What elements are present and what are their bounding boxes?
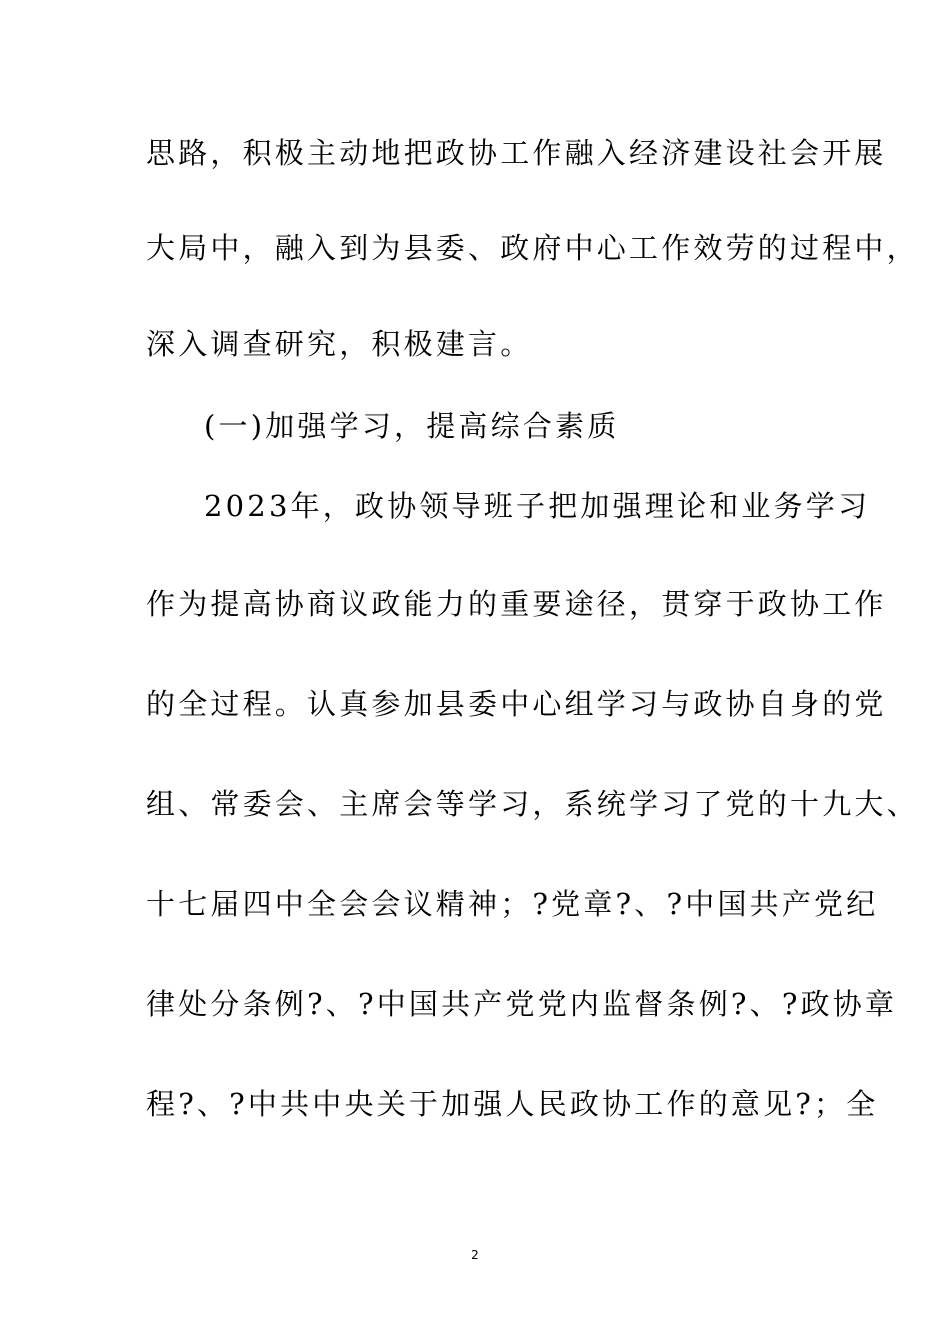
section-heading: (一)加强学习，提高综合素质 — [204, 409, 620, 443]
page-number: 2 — [471, 1248, 479, 1262]
text-line-5: 2023年，政协领导班子把加强理论和业务学习 — [204, 489, 871, 523]
text-line-11: 程?、?中共中央关于加强人民政协工作的意见?；全 — [146, 1087, 879, 1121]
text-line-2: 大局中，融入到为县委、政府中心工作效劳的过程中， — [146, 231, 919, 265]
text-line-10: 律处分条例?、?中国共产党党内监督条例?、?政协章 — [146, 987, 898, 1021]
text-line-3: 深入调查研究，积极建言。 — [146, 327, 533, 361]
text-line-6: 作为提高协商议政能力的重要途径，贯穿于政协工作 — [146, 587, 887, 621]
text-line-7: 的全过程。认真参加县委中心组学习与政协自身的党 — [146, 687, 887, 721]
text-line-1: 思路，积极主动地把政协工作融入经济建设社会开展 — [146, 136, 887, 170]
text-line-8: 组、常委会、主席会等学习，系统学习了党的十九大、 — [146, 787, 919, 821]
text-line-9: 十七届四中全会会议精神；?党章?、?中国共产党纪 — [146, 887, 879, 921]
